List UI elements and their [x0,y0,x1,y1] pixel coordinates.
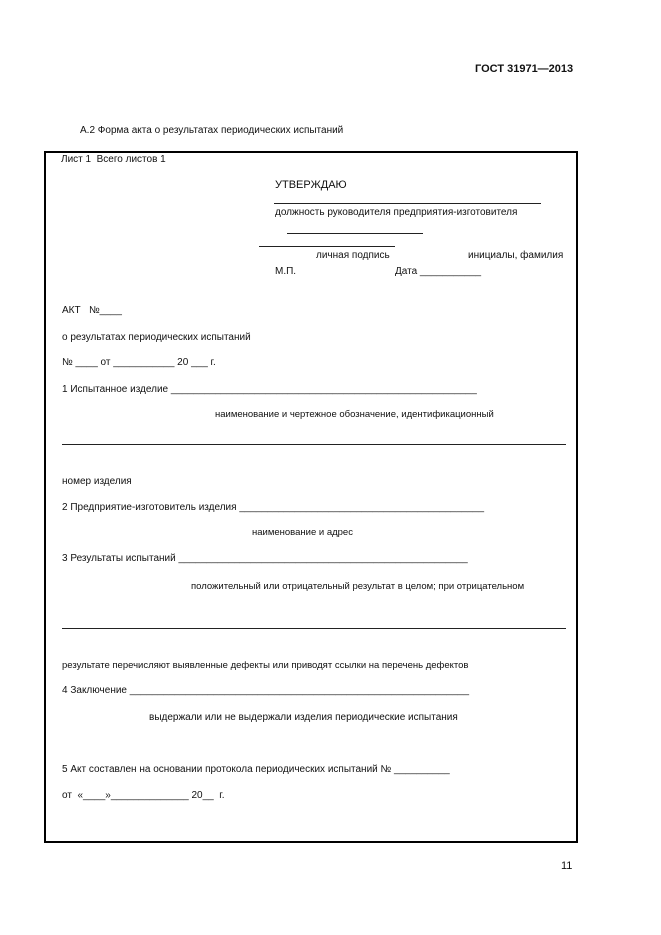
document-code: ГОСТ 31971—2013 [475,63,574,75]
initials-label: инициалы, фамилия [468,250,564,261]
item4-label: 4 Заключение _____________________________________________________________ [62,685,470,696]
item1-label: 1 Испытанное изделие _______________________________________________________ [62,384,477,395]
signature-label: личная подпись [316,250,390,261]
act-number: АКТ №____ [62,305,122,316]
position-line-2 [287,233,423,234]
item1-hint: наименование и чертежное обозначение, идентификационный [215,409,494,420]
act-subject: о результатах периодических испытаний [62,332,251,343]
item2-hint: наименование и адрес [252,527,353,538]
position-label: должность руководителя предприятия-изготовителя [275,207,518,218]
item3-continued: результате перечисляют выявленные дефекты или приводят ссылки на перечень дефектов [62,660,469,671]
signature-line [259,246,395,247]
item4-hint: выдержали или не выдержали изделия периодические испытания [149,712,458,723]
item3-label: 3 Результаты испытаний ____________________________________________________ [62,553,468,564]
stamp-label: М.П. [275,266,297,277]
approval-date: Дата ___________ [395,266,482,277]
item1-continued: номер изделия [62,476,132,487]
approve-title: УТВЕРЖДАЮ [275,179,347,191]
item5-date: от «____»______________ 20__ г. [62,790,225,801]
page-number: 11 [561,860,573,872]
sheet-info: Лист 1 Всего листов 1 [61,154,166,165]
position-line [274,203,541,204]
item3-hint: положительный или отрицательный результат в целом; при отрицательном [191,581,525,592]
item5-label: 5 Акт составлен на основании протокола периодических испытаний № __________ [62,764,450,775]
item3-full-line [62,628,566,629]
item2-label: 2 Предприятие-изготовитель изделия ____________________________________________ [62,502,485,513]
section-title: А.2 Форма акта о результатах периодических испытаний [80,125,344,136]
act-date: № ____ от ___________ 20 ___ г. [62,357,216,368]
item1-full-line [62,444,566,445]
